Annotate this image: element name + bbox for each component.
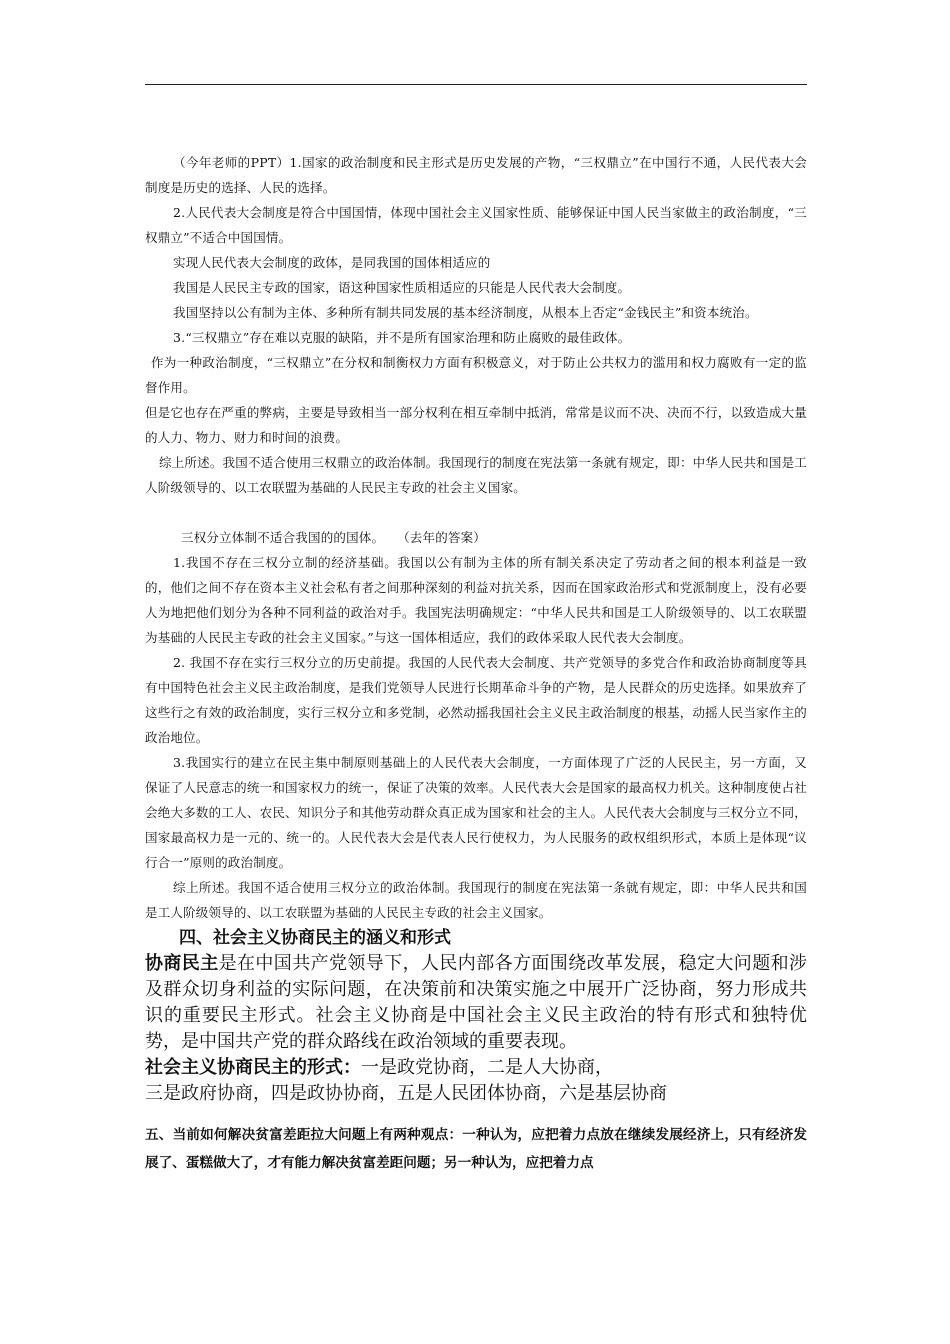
paragraph: 综上所述。我国不适合使用三权鼎立的政治体制。我国现行的制度在宪法第一条就有规定，即：中华人民共和国是工人阶级领导的、以工农联盟为基础的人民民主专政的社会主义国家。 <box>145 455 807 495</box>
paragraph: 3.我国实行的建立在民主集中制原则基础上的人民代表大会制度，一方面体现了广泛的人民民主，另一方面，又保证了人民意志的统一和国家权力的统一，保证了决策的效率。人民代表大会是国家的最高权力机关。这种制度使占社会绝大多数的工人、农民、知识分子和其他劳动群众真正成为国家和社会的主人。人民代表大会制度与三权分立不同，国家最高权力是一元的、统一的。人民代表大会是代表人民行使权力，为人民服务的政权组织形式，本质上是体现“议行合一”原则的政治制度。 <box>145 755 807 870</box>
forms-line-2: 三是政府协商，四是政协协商，五是人民团体协商，六是基层协商 <box>145 1083 667 1104</box>
blank-line <box>145 500 807 525</box>
paragraph: 作为一种政治制度，“三权鼎立”在分权和制衡权力方面有积极意义，对于防止公共权力的滥用和权力腐败有一定的监督作用。 <box>145 355 807 395</box>
paragraph: 实现人民代表大会制度的政体，是同我国的国体相适应的 <box>173 255 491 270</box>
forms-term: 社会主义协商民主的形式： <box>145 1057 361 1078</box>
last-year-heading: 三权分立体制不适合我国的的国体。 （去年的答案） <box>181 530 487 545</box>
definition-text: 是在中国共产党领导下，人民内部各方面围绕改革发展，稳定大问题和涉及群众切身利益的实际问题，在决策前和决策实施之中展开广泛协商，努力形成共识的重要民主形式。社会主义协商是中国社会主义民主政治的特有形式和独特优势，是中国共产党的群众路线在政治领域的重要表现。 <box>145 953 808 1052</box>
paragraph: 1.我国不存在三权分立制的经济基础。我国以公有制为主体的所有制关系决定了劳动者之间的根本利益是一致的，他们之间不存在资本主义社会私有者之间那种深刻的利益对抗关系，因而在国家政治形式和党派制度上，没有必要人为地把他们划分为各种不同利益的政治对手。我国宪法明确规定：“中华人民共和国是工人阶级领导的、以工农联盟为基础的人民民主专政的社会主义国家。”与这一国体相适应，我们的政体采取人民代表大会制度。 <box>145 555 807 645</box>
paragraph: 3.“三权鼎立”存在难以克服的缺陷，并不是所有国家治理和防止腐败的最佳政体。 <box>173 330 631 345</box>
definition-term: 协商民主 <box>145 953 219 974</box>
section-4-heading: 四、社会主义协商民主的涵义和形式 <box>179 928 451 948</box>
paragraph: 综上所述。我国不适合使用三权分立的政治体制。我国现行的制度在宪法第一条就有规定，即：中华人民共和国是工人阶级领导的、以工农联盟为基础的人民民主专政的社会主义国家。 <box>145 880 807 920</box>
definition-paragraph <box>145 951 807 1055</box>
forms-text-1: 一是政党协商，二是人大协商， <box>361 1057 613 1078</box>
paragraph: 我国是人民民主专政的国家，语这种国家性质相适应的只能是人民代表大会制度。 <box>173 280 631 295</box>
paragraph: （今年老师的PPT）1.国家的政治制度和民主形式是历史发展的产物，“三权鼎立”在中国行不通，人民代表大会制度是历史的选择、人民的选择。 <box>145 155 807 195</box>
paragraph: 但是它也存在严重的弊病，主要是导致相当一部分权利在相互牵制中抵消，常常是议而不决、决而不行，以致造成大量的人力、物力、财力和时间的浪费。 <box>145 405 807 445</box>
section-5-paragraph: 五、当前如何解决贫富差距拉大问题上有两种观点：一种认为，应把着力点放在继续发展经济上，只有经济发展了、蛋糕做大了，才有能力解决贫富差距问题；另一种认为，应把着力点 <box>145 1127 807 1171</box>
paragraph: 2. 我国不存在实行三权分立的历史前提。我国的人民代表大会制度、共产党领导的多党合作和政治协商制度等具有中国特色社会主义民主政治制度，是我们党领导人民进行长期革命斗争的产物，是人民群众的历史选择。如果放弃了这些行之有效的政治制度，实行三权分立和多党制，必然动摇我国社会主义民主政治制度的根基，动摇人民当家作主的政治地位。 <box>145 655 807 745</box>
paragraph: 我国坚持以公有制为主体、多种所有制共同发展的基本经济制度，从根本上否定“金钱民主”和资本统治。 <box>173 305 758 320</box>
document-body <box>145 150 807 1177</box>
header-rule <box>145 84 807 85</box>
paragraph: 2.人民代表大会制度是符合中国国情，体现中国社会主义国家性质、能够保证中国人民当家做主的政治制度，“三权鼎立”不适合中国国情。 <box>145 205 807 245</box>
forms-line-1 <box>145 1055 807 1081</box>
